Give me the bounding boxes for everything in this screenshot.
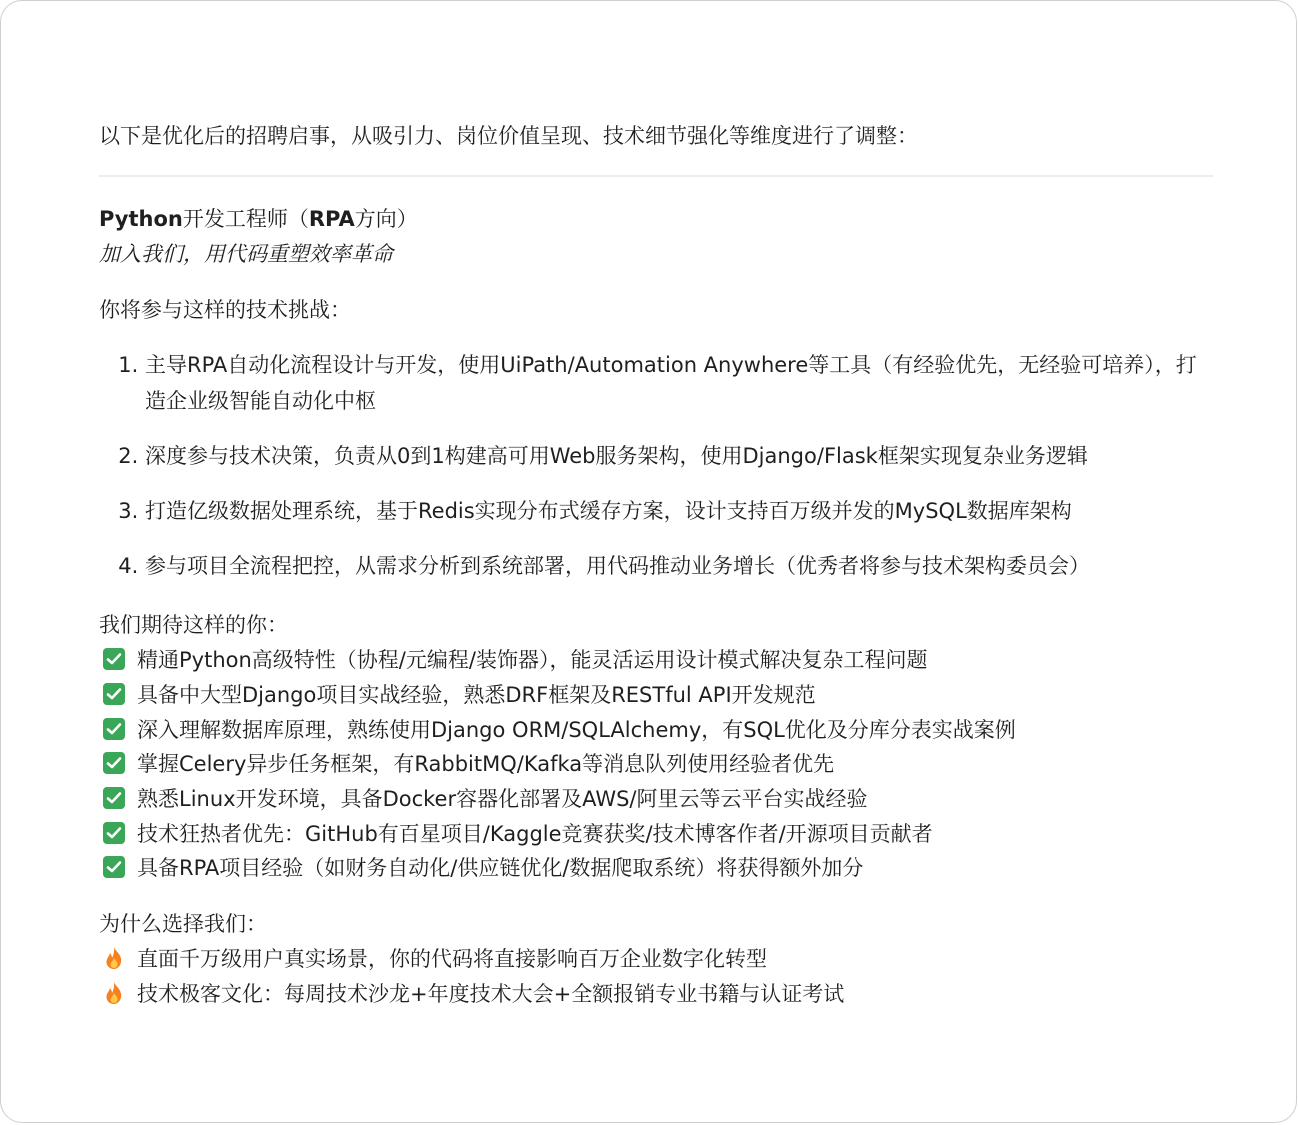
challenge-item: 4. 参与项目全流程把控，从需求分析到系统部署，用代码推动业务增长（优秀者将参与技术架构委员会） — [145, 548, 1213, 584]
job-tagline: 加入我们，用代码重塑效率革命 — [99, 242, 393, 266]
expectation-item — [99, 781, 1213, 816]
expectations-list — [99, 642, 1213, 885]
why-list — [99, 941, 1213, 1010]
job-title-rpa: RPA — [308, 207, 355, 231]
message-content — [99, 117, 1213, 1010]
expectation-item — [99, 850, 1213, 885]
job-title-python: Python — [99, 207, 183, 231]
expectation-item — [99, 711, 1213, 746]
job-title-middle: 开发工程师（ — [182, 207, 309, 231]
expectation-text: 精通Python高级特性（协程/元编程/装饰器），能灵活运用设计模式解决复杂工程问题 — [137, 648, 928, 673]
expectation-text: 技术狂热者优先：GitHub有百星项目/Kaggle竞赛获奖/技术博客作者/开源项目贡献者 — [137, 821, 933, 846]
expectation-text: 掌握Celery异步任务框架，有RabbitMQ/Kafka等消息队列使用经验者优先 — [137, 752, 835, 777]
expectation-item — [99, 815, 1213, 850]
why-item — [99, 976, 1213, 1011]
challenge-item: 2. 深度参与技术决策，负责从0到1构建高可用Web服务架构，使用Django/Flask框架实现复杂业务逻辑 — [145, 438, 1213, 474]
expectation-item — [99, 677, 1213, 712]
check-mark-icon — [103, 648, 125, 670]
why-text: 直面千万级用户真实场景，你的代码将直接影响百万企业数字化转型 — [137, 947, 767, 972]
divider — [99, 175, 1213, 177]
expectation-text: 熟悉Linux开发环境，具备Docker容器化部署及AWS/阿里云等云平台实战经验 — [137, 787, 868, 812]
check-mark-icon — [103, 752, 125, 774]
expectations-title: 我们期待这样的你： — [99, 613, 288, 637]
why-text: 技术极客文化：每周技术沙龙+年度技术大会+全额报销专业书籍与认证考试 — [137, 981, 845, 1006]
fire-icon — [103, 946, 125, 970]
job-title-suffix: 方向） — [354, 207, 418, 231]
check-mark-icon — [103, 683, 125, 705]
check-mark-icon — [103, 787, 125, 809]
expectation-text: 具备中大型Django项目实战经验，熟悉DRF框架及RESTful API开发规范 — [137, 683, 816, 708]
check-mark-icon — [103, 718, 125, 740]
expectation-item — [99, 642, 1213, 677]
expectation-text: 具备RPA项目经验（如财务自动化/供应链优化/数据爬取系统）将获得额外加分 — [137, 856, 864, 881]
why-title: 为什么选择我们： — [99, 911, 267, 936]
challenges-list — [99, 347, 1213, 584]
expectation-item — [99, 746, 1213, 781]
expectation-text: 深入理解数据库原理，熟练使用Django ORM/SQLAlchemy，有SQL优化及分库分表实战案例 — [137, 717, 1016, 742]
why-item — [99, 941, 1213, 976]
fire-icon — [103, 981, 125, 1005]
challenges-title: 你将参与这样的技术挑战： — [99, 298, 351, 322]
check-mark-icon — [103, 856, 125, 878]
challenge-item: 3. 打造亿级数据处理系统，基于Redis实现分布式缓存方案，设计支持百万级并发的MySQL数据库架构 — [145, 493, 1213, 529]
challenge-item: 1. 主导RPA自动化流程设计与开发，使用UiPath/Automation Anywhere等工具（有经验优先，无经验可培养），打造企业级智能自动化中枢 — [145, 347, 1213, 419]
check-mark-icon — [103, 822, 125, 844]
intro-text: 以下是优化后的招聘启事，从吸引力、岗位价值呈现、技术细节强化等维度进行了调整： — [99, 124, 918, 148]
job-title — [99, 201, 1213, 237]
